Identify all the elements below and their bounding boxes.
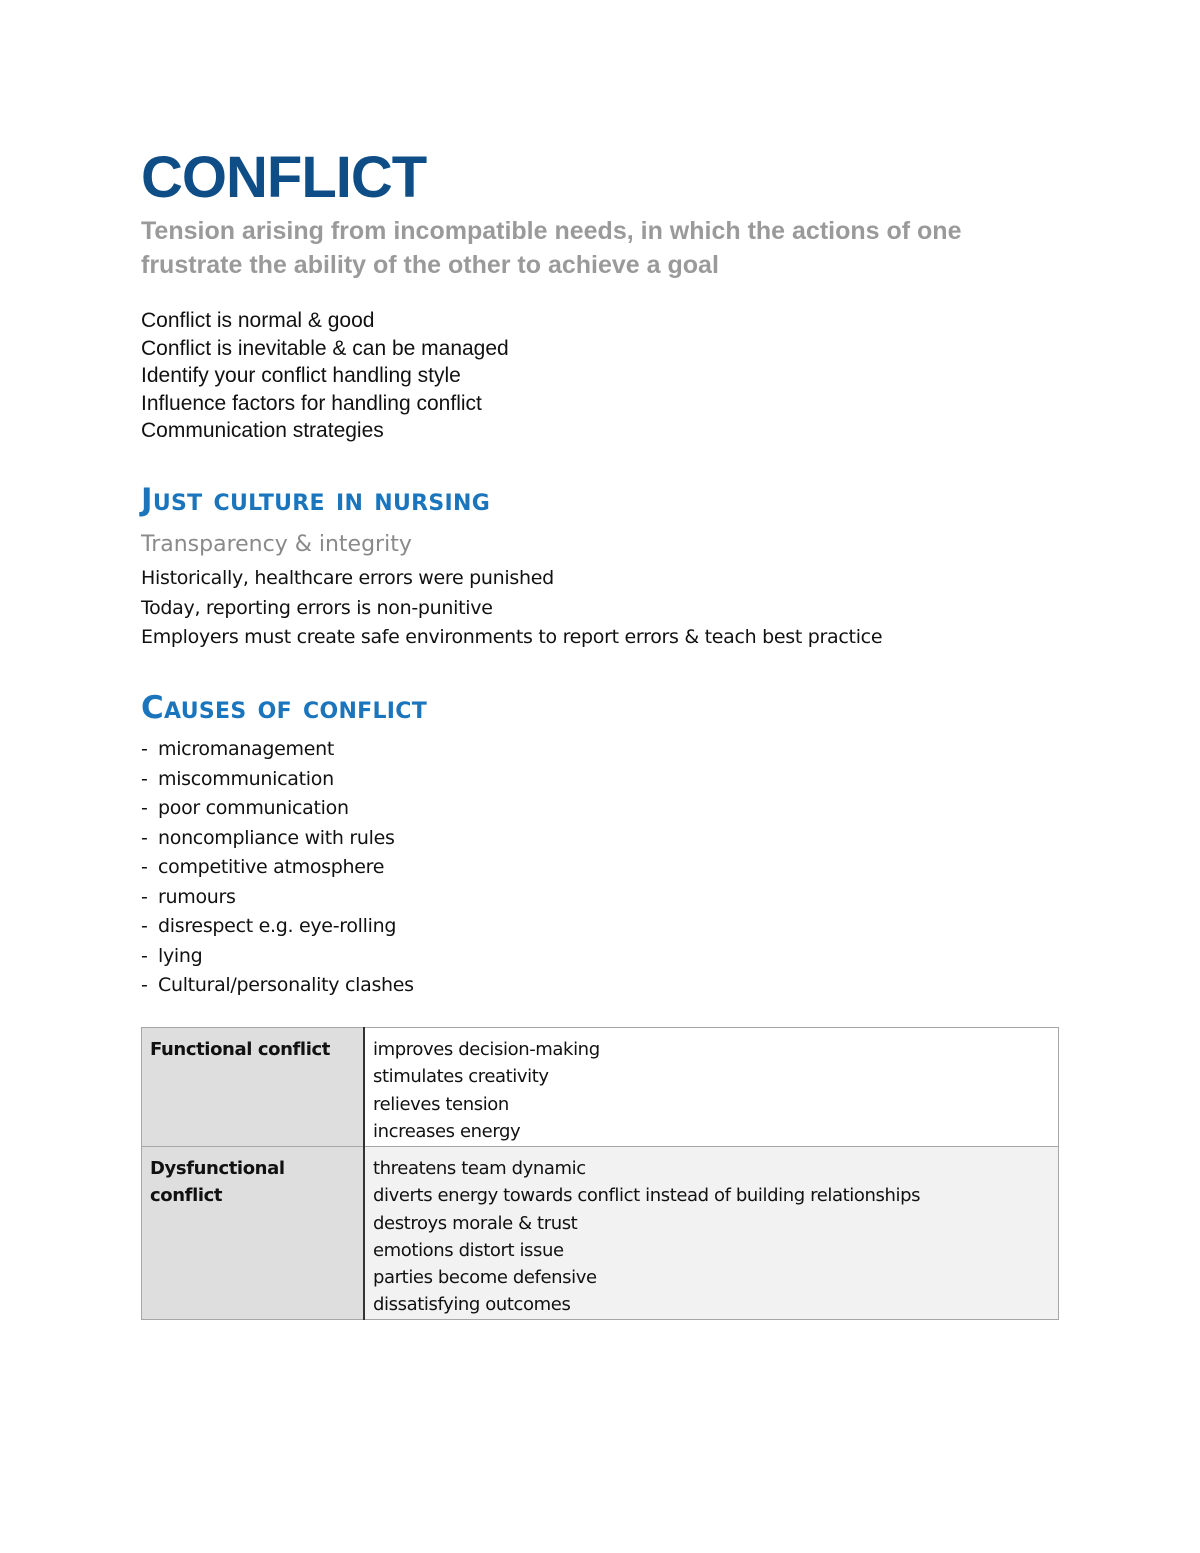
table-row-label: Functional conflict xyxy=(142,1028,365,1147)
intro-list xyxy=(141,307,509,445)
intro-item: Influence factors for handling conflict xyxy=(141,391,482,415)
list-item xyxy=(141,824,414,854)
table-cell-items xyxy=(364,1147,1059,1320)
table-cell-line: stimulates creativity xyxy=(373,1066,549,1088)
bullet-dash: - xyxy=(141,767,148,790)
cause-text: disrespect e.g. eye-rolling xyxy=(158,915,397,937)
table-cell-line: diverts energy towards conflict instead of building relationships xyxy=(373,1185,921,1207)
cause-text: noncompliance with rules xyxy=(158,826,395,849)
list-item xyxy=(141,794,414,824)
list-item xyxy=(141,883,414,913)
bullet-dash: - xyxy=(141,826,148,849)
table-cell-line: threatens team dynamic xyxy=(373,1158,586,1179)
table-cell-line: emotions distort issue xyxy=(373,1239,564,1261)
table-cell-line: dissatisfying outcomes xyxy=(373,1294,571,1316)
table-row-label: Dysfunctional conflict xyxy=(142,1147,365,1320)
bullet-dash: - xyxy=(141,944,148,967)
page-title: CONFLICT xyxy=(141,145,427,210)
table-cell-line: increases energy xyxy=(373,1120,521,1142)
cause-text: micromanagement xyxy=(158,738,335,760)
table-cell-line: improves decision-making xyxy=(373,1039,600,1060)
list-item xyxy=(141,971,414,1001)
table-cell-line: relieves tension xyxy=(373,1093,509,1115)
cause-text: Cultural/personality clashes xyxy=(158,974,414,996)
bullet-dash: - xyxy=(141,856,148,878)
bullet-dash: - xyxy=(141,738,148,760)
list-item xyxy=(141,912,414,942)
section-heading-just-culture: Just culture in nursing xyxy=(141,482,491,518)
just-culture-item: Employers must create safe environments to report errors & teach best practice xyxy=(141,626,883,648)
cause-text: rumours xyxy=(158,885,236,908)
table-cell-items xyxy=(364,1028,1059,1147)
table-row xyxy=(142,1028,1059,1147)
cause-text: lying xyxy=(158,944,203,967)
intro-item: Conflict is inevitable & can be managed xyxy=(141,336,509,360)
list-item xyxy=(141,942,414,972)
cause-text: competitive atmosphere xyxy=(158,856,385,878)
table-cell-line: parties become defensive xyxy=(373,1267,597,1289)
just-culture-item: Today, reporting errors is non-punitive xyxy=(141,596,493,619)
just-culture-list xyxy=(141,564,882,653)
section-subheading-transparency: Transparency & integrity xyxy=(141,532,412,557)
cause-text: poor communication xyxy=(158,797,349,819)
page-subtitle: Tension arising from incompatible needs, in which the actions of one frustrate the ability of the other to achieve a goal xyxy=(141,217,962,279)
bullet-dash: - xyxy=(141,797,148,819)
table-row xyxy=(142,1147,1059,1320)
intro-item: Communication strategies xyxy=(141,419,384,442)
causes-list xyxy=(141,735,414,1001)
conflict-types-table xyxy=(141,1027,1059,1320)
bullet-dash: - xyxy=(141,915,148,937)
list-item xyxy=(141,853,414,883)
cause-text: miscommunication xyxy=(158,767,334,790)
section-heading-causes: Causes of conflict xyxy=(141,690,428,726)
list-item xyxy=(141,765,414,795)
list-item xyxy=(141,735,414,765)
table-cell-line: destroys morale & trust xyxy=(373,1212,578,1234)
bullet-dash: - xyxy=(141,974,148,996)
bullet-dash: - xyxy=(141,885,148,908)
just-culture-item: Historically, healthcare errors were punished xyxy=(141,567,554,589)
intro-item: Conflict is normal & good xyxy=(141,309,375,332)
intro-item: Identify your conflict handling style xyxy=(141,364,461,387)
